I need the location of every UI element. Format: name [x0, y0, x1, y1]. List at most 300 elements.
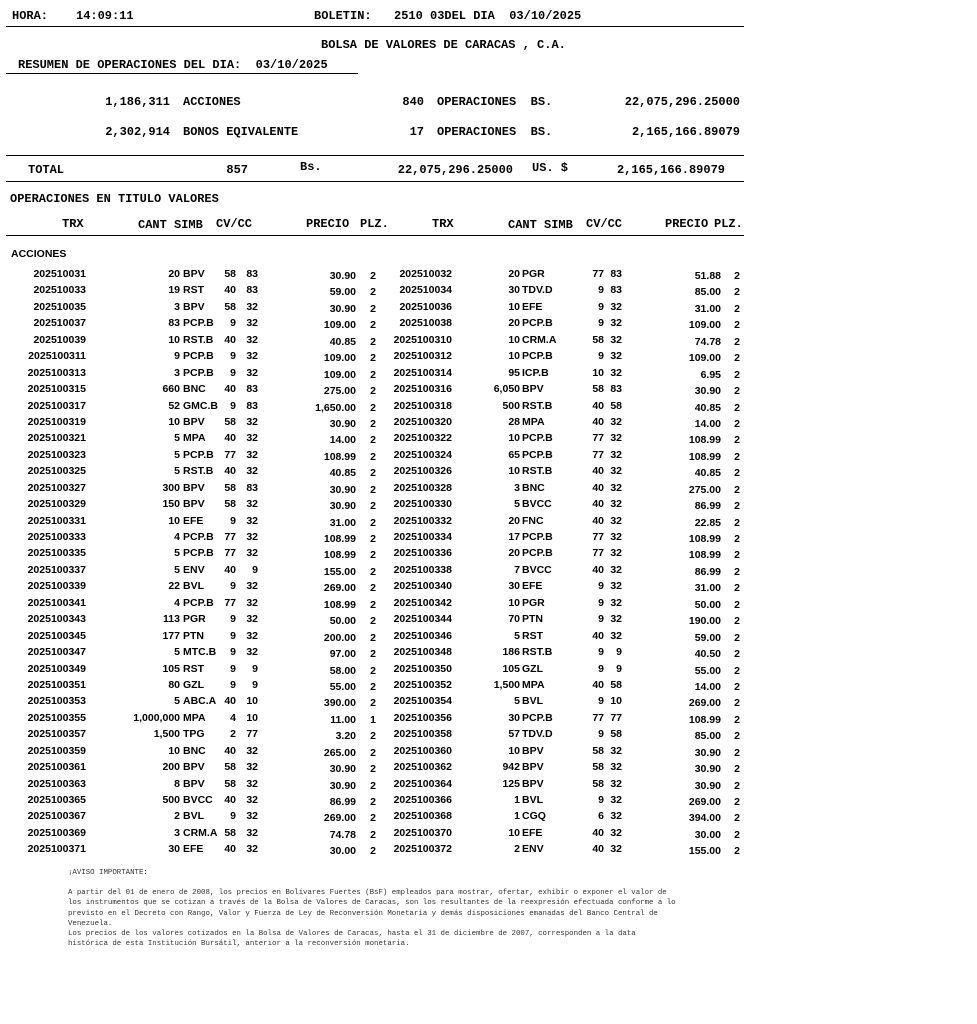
cell-cc-left: 32	[246, 465, 258, 478]
cell-trx-left: 2025100357	[27, 728, 86, 741]
cell-plz-right: 2	[734, 302, 740, 315]
cell-precio-right: 31.00	[694, 582, 721, 595]
cell-simb-left: BPV	[183, 300, 205, 313]
cell-simb-right: RST.B	[522, 465, 553, 478]
cell-trx-right: 2025100364	[393, 777, 452, 790]
cell-cant-left: 30	[168, 843, 180, 856]
section-title: OPERACIONES EN TITULO VALORES	[10, 192, 219, 206]
cell-simb-right: BVL	[522, 794, 543, 806]
cell-precio-right: 86.99	[694, 565, 721, 578]
cell-precio-left: 30.90	[329, 483, 356, 496]
cell-plz-left: 2	[370, 286, 376, 299]
cell-cv-right: 6	[598, 810, 604, 823]
cell-cv-right: 40	[592, 629, 604, 642]
total-top-rule	[6, 155, 744, 156]
cell-cc-right: 32	[610, 629, 622, 642]
cell-simb-left: RST.B	[183, 465, 214, 478]
summary-type: BONOS EQIVALENTE	[183, 125, 299, 139]
cell-simb-right: RST.B	[522, 399, 553, 412]
cell-cv-right: 77	[592, 547, 604, 560]
summary-ops: 840	[402, 95, 424, 109]
cell-cv-left: 9	[230, 399, 236, 412]
cell-precio-right: 55.00	[694, 664, 721, 677]
cell-cant-left: 500	[162, 794, 180, 806]
cell-simb-right: CRM.A	[522, 333, 557, 346]
cell-trx-left: 202510033	[33, 284, 86, 297]
notice-line: histórica de esta Institución Bursátil, anterior a la reconversión monetaria.	[68, 940, 410, 949]
cell-simb-left: BNC	[183, 383, 206, 396]
cell-cv-left: 77	[224, 596, 236, 609]
cell-cv-right: 40	[592, 514, 604, 527]
cell-precio-left: 30.90	[329, 302, 356, 315]
cell-cc-left: 32	[246, 761, 258, 774]
cell-cc-left: 83	[246, 268, 258, 280]
cell-precio-left: 109.00	[323, 352, 356, 365]
cell-cc-left: 32	[246, 646, 258, 659]
cell-trx-right: 202510038	[399, 317, 452, 330]
cell-trx-right: 202510032	[399, 268, 452, 280]
cell-cc-left: 32	[246, 432, 258, 445]
summary-qty: 1,186,311	[105, 95, 170, 109]
cell-plz-right: 2	[734, 270, 740, 282]
cell-cv-left: 40	[224, 284, 236, 297]
cell-simb-right: MPA	[522, 678, 545, 691]
cell-cant-left: 5	[174, 563, 180, 576]
cell-simb-left: PCP.B	[183, 547, 214, 560]
cell-precio-left: 40.85	[329, 335, 356, 348]
cell-simb-left: ENV	[183, 563, 205, 576]
table-row	[0, 432, 760, 448]
cell-precio-left: 200.00	[323, 631, 356, 644]
cell-cv-right: 40	[592, 399, 604, 412]
cell-cant-left: 113	[163, 613, 180, 626]
table-row	[0, 794, 760, 810]
cell-cc-left: 32	[246, 810, 258, 823]
table-row	[0, 564, 760, 580]
cell-trx-left: 2025100327	[27, 481, 86, 494]
cell-plz-left: 2	[370, 796, 376, 808]
cell-trx-left: 2025100367	[27, 810, 86, 823]
columns-rule	[6, 235, 744, 236]
notice-line: Los precios de los valores cotizados en la Bolsa de Valores de Caracas, hasta el 31 de diciembre de 2007, corresponden a la data	[68, 930, 636, 939]
cell-cc-right: 32	[610, 744, 622, 757]
notice-line: A partir del 01 de enero de 2008, los precios en Bolívares Fuertes (BsF) empleados para mostrar, ofertar, exhibir o exponer el valor de	[68, 889, 667, 898]
cell-simb-left: BPV	[183, 415, 205, 428]
table-row	[0, 449, 760, 465]
cell-simb-right: TDV.D	[522, 728, 553, 741]
cell-trx-right: 2025100356	[393, 711, 452, 724]
cell-cv-left: 9	[230, 629, 236, 642]
cell-precio-left: 59.00	[329, 286, 356, 299]
cell-trx-right: 2025100318	[393, 399, 452, 412]
cell-simb-right: EFE	[522, 826, 543, 839]
cell-cv-right: 40	[592, 678, 604, 691]
resumen-rule	[6, 73, 358, 74]
cell-simb-left: BVCC	[183, 794, 213, 806]
cell-simb-right: PCP.B	[522, 432, 553, 445]
cell-cv-right: 9	[598, 317, 604, 330]
table-row	[0, 810, 760, 826]
cell-trx-right: 2025100344	[393, 613, 452, 626]
cell-cc-left: 32	[246, 826, 258, 839]
cell-cv-right: 58	[592, 333, 604, 346]
cell-cv-right: 77	[592, 531, 604, 543]
cell-plz-left: 2	[370, 598, 376, 611]
cell-trx-left: 202510037	[33, 317, 86, 330]
cell-precio-right: 275.00	[688, 483, 721, 496]
cell-cant-left: 105	[162, 662, 180, 675]
total-label: TOTAL	[28, 163, 65, 177]
cell-simb-left: PCP.B	[183, 448, 214, 461]
table-row	[0, 284, 760, 300]
cell-cv-left: 58	[224, 826, 236, 839]
cell-cv-left: 58	[224, 268, 236, 280]
cell-trx-left: 2025100353	[27, 695, 86, 708]
total-bs-label: Bs.	[300, 160, 322, 174]
cell-plz-right: 2	[734, 779, 740, 792]
boletin-value: 2510 03DEL DIA 03/10/2025	[394, 9, 582, 23]
cell-cant-right: 20	[508, 547, 520, 560]
cell-plz-right: 2	[734, 401, 740, 414]
cell-cv-left: 4	[230, 711, 236, 724]
cell-trx-right: 2025100354	[393, 695, 452, 708]
table-row	[0, 630, 760, 646]
table-row	[0, 498, 760, 514]
cell-cc-left: 32	[246, 300, 258, 313]
cell-simb-right: RST.B	[522, 646, 553, 659]
cell-cc-right: 32	[610, 596, 622, 609]
cell-cant-left: 22	[168, 580, 180, 593]
cell-cc-left: 9	[252, 678, 258, 691]
cell-cv-right: 40	[592, 563, 604, 576]
cell-cc-left: 32	[246, 531, 258, 543]
cell-cv-right: 40	[592, 843, 604, 856]
cell-cant-left: 2	[174, 810, 180, 823]
cell-cant-right: 28	[508, 415, 520, 428]
cell-cv-right: 40	[592, 826, 604, 839]
cell-cc-left: 32	[246, 448, 258, 461]
cell-cant-left: 5	[174, 695, 180, 708]
cell-precio-right: 30.90	[694, 763, 721, 776]
cell-cc-right: 32	[610, 333, 622, 346]
table-row	[0, 301, 760, 317]
cell-simb-right: ICP.B	[522, 366, 549, 379]
table-row	[0, 334, 760, 350]
table-row	[0, 843, 760, 859]
institution-title: BOLSA DE VALORES DE CARACAS , C.A.	[321, 38, 566, 52]
cell-precio-right: 14.00	[694, 417, 721, 430]
cell-simb-right: EFE	[522, 580, 543, 593]
cell-cant-right: 2	[514, 843, 520, 856]
col-trx: TRX	[62, 217, 84, 231]
cell-trx-right: 2025100362	[393, 761, 452, 774]
cell-cc-left: 83	[246, 383, 258, 396]
cell-cc-right: 83	[610, 284, 622, 297]
cell-simb-right: TDV.D	[522, 284, 553, 297]
cell-cant-left: 83	[168, 317, 180, 330]
cell-cv-right: 58	[592, 744, 604, 757]
table-row	[0, 400, 760, 416]
cell-cant-right: 30	[508, 711, 520, 724]
cell-trx-right: 2025100358	[393, 728, 452, 741]
cell-cant-right: 7	[514, 563, 520, 576]
cell-simb-left: BPV	[183, 268, 205, 280]
cell-cv-right: 9	[598, 794, 604, 806]
cell-trx-right: 2025100312	[393, 350, 452, 363]
cell-trx-left: 202510035	[33, 300, 86, 313]
cell-trx-right: 2025100320	[393, 415, 452, 428]
cell-trx-left: 2025100347	[27, 646, 86, 659]
cell-precio-left: 108.99	[323, 533, 356, 545]
table-row	[0, 383, 760, 399]
summary-qty: 2,302,914	[105, 125, 170, 139]
cell-cv-left: 58	[224, 415, 236, 428]
cell-cv-right: 9	[598, 662, 604, 675]
cell-cv-left: 58	[224, 481, 236, 494]
cell-cv-right: 77	[592, 448, 604, 461]
cell-cant-left: 9	[174, 350, 180, 363]
cell-cant-left: 5	[174, 448, 180, 461]
table-row	[0, 350, 760, 366]
summary-ops-label: OPERACIONES BS.	[437, 95, 553, 109]
cell-plz-left: 2	[370, 763, 376, 776]
cell-cc-left: 32	[246, 794, 258, 806]
cell-trx-left: 2025100323	[27, 448, 86, 461]
summary-amount: 2,165,166.89079	[631, 125, 740, 139]
cell-cv-left: 40	[224, 465, 236, 478]
cell-simb-left: TPG	[183, 728, 205, 741]
table-row	[0, 597, 760, 613]
cell-plz-right: 2	[734, 385, 740, 398]
cell-cv-right: 40	[592, 481, 604, 494]
cell-cv-right: 9	[598, 646, 604, 659]
cell-precio-right: 74.78	[694, 335, 721, 348]
cell-cc-right: 32	[610, 613, 622, 626]
cell-precio-left: 269.00	[323, 812, 356, 825]
cell-trx-left: 2025100349	[27, 662, 86, 675]
cell-simb-right: PCP.B	[522, 547, 553, 560]
cell-trx-right: 2025100360	[393, 744, 452, 757]
cell-plz-left: 2	[370, 680, 376, 693]
cell-simb-left: RST	[183, 284, 204, 297]
cell-cv-left: 9	[230, 646, 236, 659]
cell-plz-left: 2	[370, 697, 376, 710]
cell-cv-right: 9	[598, 300, 604, 313]
cell-cant-right: 500	[502, 399, 520, 412]
cell-precio-right: 85.00	[694, 730, 721, 743]
cell-plz-right: 2	[734, 434, 740, 447]
table-row	[0, 761, 760, 777]
cell-cant-left: 1,000,000	[133, 711, 180, 724]
cell-cc-left: 83	[246, 284, 258, 297]
cell-cant-right: 17	[508, 531, 520, 543]
cell-simb-left: BPV	[183, 761, 205, 774]
cell-simb-right: FNC	[522, 514, 544, 527]
cell-trx-left: 2025100337	[27, 563, 86, 576]
cell-precio-right: 109.00	[688, 352, 721, 365]
cell-precio-left: 86.99	[329, 796, 356, 808]
cell-simb-left: CRM.A	[183, 826, 218, 839]
cell-plz-right: 2	[734, 352, 740, 365]
cell-trx-left: 2025100343	[27, 613, 86, 626]
cell-simb-right: PCP.B	[522, 448, 553, 461]
cell-precio-right: 108.99	[688, 434, 721, 447]
cell-plz-left: 2	[370, 434, 376, 447]
cell-trx-left: 2025100313	[27, 366, 86, 379]
cell-trx-left: 2025100355	[27, 711, 86, 724]
cell-cc-left: 32	[246, 366, 258, 379]
cell-cant-left: 4	[174, 596, 180, 609]
cell-cc-right: 32	[610, 563, 622, 576]
cell-cc-right: 9	[616, 662, 622, 675]
cell-cc-left: 32	[246, 333, 258, 346]
cell-plz-right: 2	[734, 697, 740, 710]
table-row	[0, 679, 760, 695]
cell-cc-right: 58	[610, 728, 622, 741]
notice	[68, 868, 748, 949]
cell-cant-right: 6,050	[493, 383, 520, 396]
cell-cant-left: 660	[162, 383, 180, 396]
cell-cc-right: 58	[610, 399, 622, 412]
cell-plz-left: 2	[370, 779, 376, 792]
cell-trx-right: 2025100316	[393, 383, 452, 396]
table-row	[0, 827, 760, 843]
cell-trx-left: 2025100361	[27, 761, 86, 774]
cell-precio-left: 30.00	[329, 845, 356, 858]
cell-trx-right: 2025100342	[393, 596, 452, 609]
summary-type: ACCIONES	[183, 95, 241, 109]
col-plz: PLZ.	[714, 217, 743, 231]
cell-cant-right: 3	[514, 481, 520, 494]
cell-cc-right: 32	[610, 580, 622, 593]
cell-cc-right: 32	[610, 514, 622, 527]
cell-cv-right: 9	[598, 695, 604, 708]
cell-simb-left: BNC	[183, 744, 206, 757]
cell-cc-left: 32	[246, 596, 258, 609]
cell-cc-right: 32	[610, 317, 622, 330]
cell-cc-right: 32	[610, 547, 622, 560]
cell-trx-left: 2025100351	[27, 678, 86, 691]
notice-line: Venezuela.	[68, 919, 113, 928]
cell-plz-right: 2	[734, 828, 740, 841]
cell-cv-left: 2	[230, 728, 236, 741]
cell-cant-left: 10	[168, 744, 180, 757]
cell-simb-right: GZL	[522, 662, 543, 675]
cell-cant-left: 20	[168, 268, 180, 280]
cell-cc-left: 10	[246, 711, 258, 724]
cell-cv-left: 9	[230, 350, 236, 363]
cell-cv-right: 77	[592, 268, 604, 280]
cell-trx-right: 2025100370	[393, 826, 452, 839]
cell-cc-left: 32	[246, 744, 258, 757]
cell-cv-right: 9	[598, 284, 604, 297]
cell-simb-left: BVL	[183, 810, 204, 823]
cell-cant-right: 65	[508, 448, 520, 461]
cell-precio-left: 269.00	[323, 582, 356, 595]
cell-cant-right: 10	[508, 350, 520, 363]
cell-cant-left: 3	[174, 826, 180, 839]
cell-cc-left: 9	[252, 662, 258, 675]
cell-cant-left: 150	[162, 498, 180, 511]
cell-trx-left: 2025100359	[27, 744, 86, 757]
cell-plz-right: 2	[734, 664, 740, 677]
cell-plz-left: 1	[370, 713, 376, 726]
table-row	[0, 745, 760, 761]
cell-trx-right: 2025100314	[393, 366, 452, 379]
cell-cc-right: 32	[610, 366, 622, 379]
cell-trx-right: 2025100310	[393, 333, 452, 346]
cell-trx-right: 2025100372	[393, 843, 452, 856]
cell-simb-right: EFE	[522, 300, 543, 313]
cell-cant-right: 95	[508, 366, 520, 379]
cell-plz-left: 2	[370, 549, 376, 562]
cell-trx-right: 202510036	[399, 300, 452, 313]
cell-cc-left: 32	[246, 350, 258, 363]
col-cvcc: CV/CC	[216, 217, 253, 231]
cell-cant-left: 10	[168, 514, 180, 527]
cell-cv-left: 40	[224, 563, 236, 576]
cell-cv-right: 10	[592, 366, 604, 379]
cell-cc-right: 10	[610, 695, 622, 708]
table-row	[0, 646, 760, 662]
cell-trx-right: 2025100348	[393, 646, 452, 659]
cell-cc-right: 32	[610, 300, 622, 313]
cell-cv-right: 9	[598, 596, 604, 609]
cell-plz-left: 2	[370, 812, 376, 825]
cell-cv-left: 40	[224, 843, 236, 856]
total-us-label: US. $	[532, 161, 569, 175]
cell-cc-right: 32	[610, 794, 622, 806]
cell-trx-right: 202510034	[399, 284, 452, 297]
cell-cv-left: 58	[224, 300, 236, 313]
cell-precio-right: 86.99	[694, 500, 721, 513]
hora-label: HORA:	[12, 9, 49, 23]
cell-cant-left: 4	[174, 531, 180, 543]
cell-trx-left: 2025100339	[27, 580, 86, 593]
cell-cant-right: 10	[508, 826, 520, 839]
cell-trx-left: 2025100363	[27, 777, 86, 790]
cell-simb-left: MPA	[183, 711, 206, 724]
cell-cant-right: 10	[508, 465, 520, 478]
cell-precio-right: 85.00	[694, 286, 721, 299]
cell-trx-right: 2025100368	[393, 810, 452, 823]
table-row	[0, 268, 760, 284]
cell-simb-left: PGR	[183, 613, 206, 626]
cell-plz-left: 2	[370, 335, 376, 348]
cell-cv-right: 9	[598, 728, 604, 741]
cell-trx-right: 2025100366	[393, 794, 452, 806]
cell-cc-right: 32	[610, 810, 622, 823]
cell-simb-right: BPV	[522, 777, 544, 790]
table-row	[0, 613, 760, 629]
cell-simb-left: BVL	[183, 580, 204, 593]
cell-cc-left: 32	[246, 613, 258, 626]
cell-cv-left: 40	[224, 432, 236, 445]
cell-cant-left: 200	[162, 761, 180, 774]
cell-cv-left: 77	[224, 531, 236, 543]
cell-precio-left: 30.90	[329, 417, 356, 430]
cell-simb-right: MPA	[522, 415, 545, 428]
cell-trx-left: 2025100335	[27, 547, 86, 560]
cell-cant-right: 5	[514, 498, 520, 511]
cell-simb-right: BNC	[522, 481, 545, 494]
cell-plz-right: 2	[734, 500, 740, 513]
cell-cv-right: 58	[592, 383, 604, 396]
cell-cant-right: 57	[508, 728, 520, 741]
cell-plz-right: 2	[734, 582, 740, 595]
cell-plz-right: 2	[734, 845, 740, 858]
cell-cv-left: 58	[224, 761, 236, 774]
